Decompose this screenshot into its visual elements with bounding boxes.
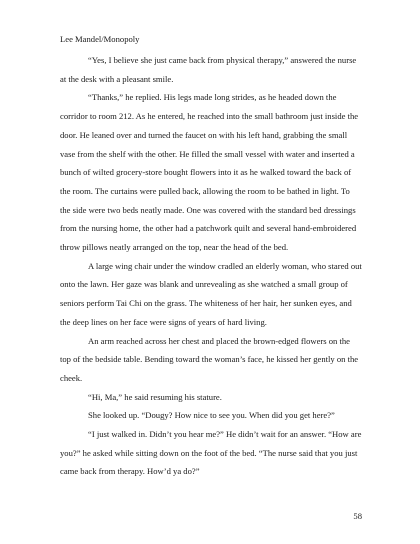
paragraph: She looked up. “Dougy? How nice to see you. When did you get here?” [88,410,335,421]
paragraph: An arm reached across her chest and placed the brown-edged flowers on the top of the bedside table. Bending toward the woman’s face, he kissed her gently on the cheek. [60,335,359,383]
paragraph: A large wing chair under the window cradled an elderly woman, who stared out onto the lawn. Her gaze was blank and unrevealing as she watched a small group of seniors perform Tai Chi on the grass. The whiteness of her hair, her sunken eyes, and the deep lines on her face were signs of years of hard living. [60,260,362,327]
paragraph: “Thanks,” he replied. His legs made long strides, as he headed down the corridor to room 212. As he entered, he reached into the small bathroom just inside the door. He leaned over and turned the faucet on with his left hand, grabbing the small vase from the shelf with the other. He filled the small vessel with water and inserted a bunch of wilted grocery-store bought flowers into it as he walked toward the back of the room. The curtains were pulled back, allowing the room to be bathed in light. To the side were two beds neatly made. One was covered with the standard bed dressings from the nursing home, the other had a patchwork quilt and several hand-embroidered throw pillows neatly arranged on the top, near the head of the bed. [60,92,359,253]
paragraph: “Hi, Ma,” he said resuming his stature. [88,391,222,402]
body-text [60,51,362,481]
running-header: Lee Mandel/Monopoly [60,34,140,44]
paragraph: “I just walked in. Didn’t you hear me?” He didn’t wait for an answer. “How are you?” he asked while sitting down on the foot of the bed. “The nurse said that you just came back from therapy. How’d ya do?” [60,429,362,477]
page-number: 58 [353,511,362,521]
paragraph: “Yes, I believe she just came back from physical therapy,” answered the nurse at the desk with a pleasant smile. [60,55,357,84]
